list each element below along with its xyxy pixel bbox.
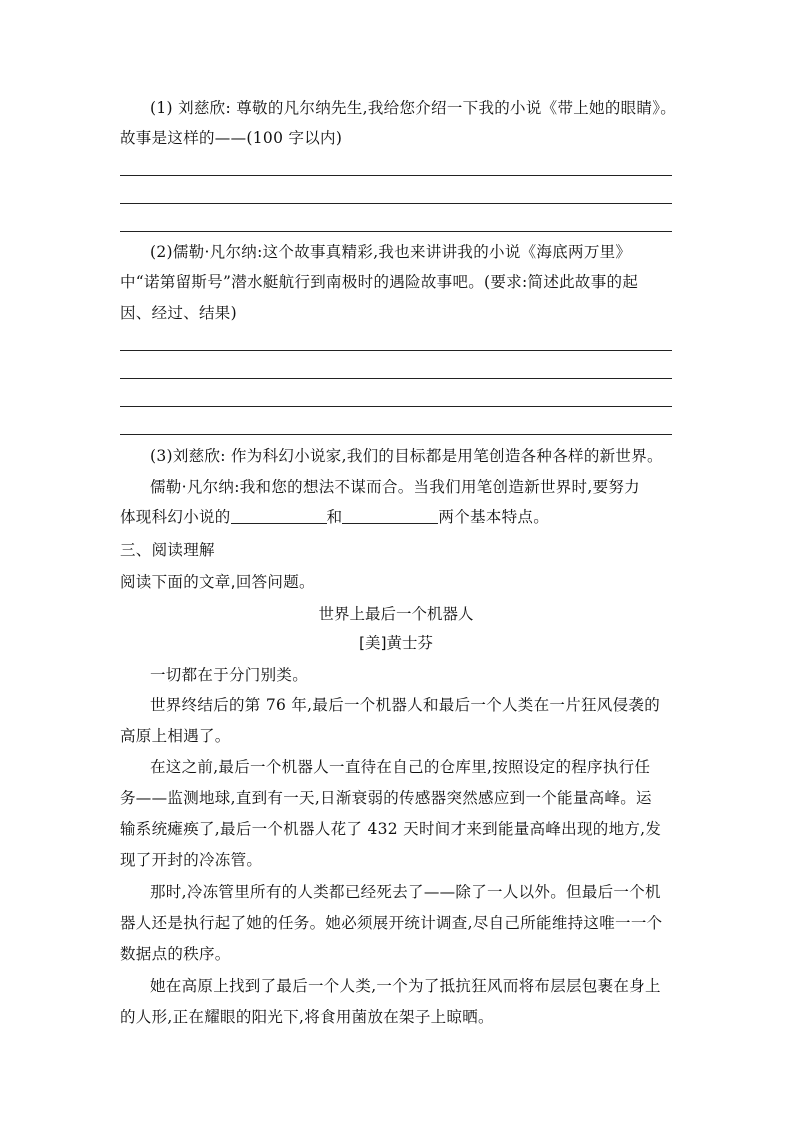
q3-blank-1[interactable] <box>231 509 327 524</box>
q3-text-part-1: 体现科幻小说的 <box>120 508 231 526</box>
q1-answer-line-1[interactable] <box>120 175 672 176</box>
q3-line-3 <box>120 507 672 527</box>
q3-text-part-2: 和 <box>326 508 343 526</box>
article-line-12: 的人形,正在耀眼的阳光下,将食用菌放在架子上晾晒。 <box>120 1008 494 1026</box>
q1-line-2: 故事是这样的——(100 字以内) <box>120 129 343 147</box>
q1-line-1: (1) 刘慈欣: 尊敬的凡尔纳先生,我给您介绍一下我的小说《带上她的眼睛》。 <box>150 99 677 117</box>
article-title: 世界上最后一个机器人 <box>318 605 474 623</box>
q3-line-2: 儒勒·凡尔纳:我和您的想法不谋而合。当我们用笔创造新世界时,要努力 <box>150 478 640 496</box>
q2-line-3: 因、经过、结果) <box>120 304 237 322</box>
article-line-11: 她在高原上找到了最后一个人类,一个为了抵抗狂风而将布层层包裹在身上 <box>150 977 661 995</box>
article-line-10: 数据点的秩序。 <box>120 945 231 963</box>
article-line-8: 那时,冷冻管里所有的人类都已经死去了——除了一人以外。但最后一个机 <box>150 883 661 901</box>
q2-answer-line-4[interactable] <box>120 434 672 435</box>
q2-line-2: 中“诺第留斯号”潜水艇航行到南极时的遇险故事吧。(要求:简述此故事的起 <box>120 273 639 291</box>
q2-answer-line-2[interactable] <box>120 378 672 379</box>
article-line-4: 在这之前,最后一个机器人一直待在自己的仓库里,按照设定的程序执行任 <box>150 758 651 776</box>
article-line-9: 器人还是执行起了她的任务。她必须展开统计调查,尽自己所能维持这唯一一个 <box>120 914 663 932</box>
q2-line-1: (2)儒勒·凡尔纳:这个故事真精彩,我也来讲讲我的小说《海底两万里》 <box>150 243 632 261</box>
q3-blank-2[interactable] <box>342 509 438 524</box>
q2-answer-line-3[interactable] <box>120 406 672 407</box>
article-line-5: 务——监测地球,直到有一天,日渐衰弱的传感器突然感应到一个能量高峰。运 <box>120 789 652 807</box>
q1-answer-line-2[interactable] <box>120 203 672 204</box>
article-line-1: 一切都在于分门别类。 <box>150 666 309 684</box>
q3-line-1: (3)刘慈欣: 作为科幻小说家,我们的目标都是用笔创造各种各样的新世界。 <box>150 447 663 465</box>
section-heading: 三、阅读理解 <box>120 541 215 559</box>
q1-answer-line-3[interactable] <box>120 231 672 232</box>
article-author: [美]黄士芬 <box>358 634 434 652</box>
section-instruction: 阅读下面的文章,回答问题。 <box>120 573 315 591</box>
article-line-6: 输系统瘫痪了,最后一个机器人花了 432 天时间才来到能量高峰出现的地方,发 <box>120 820 662 838</box>
q2-answer-line-1[interactable] <box>120 350 672 351</box>
q3-text-part-3: 两个基本特点。 <box>438 508 550 526</box>
article-line-7: 现了开封的冷冻管。 <box>120 851 263 869</box>
article-line-2: 世界终结后的第 76 年,最后一个机器人和最后一个人类在一片狂风侵袭的 <box>150 696 661 714</box>
article-line-3: 高原上相遇了。 <box>120 727 231 745</box>
